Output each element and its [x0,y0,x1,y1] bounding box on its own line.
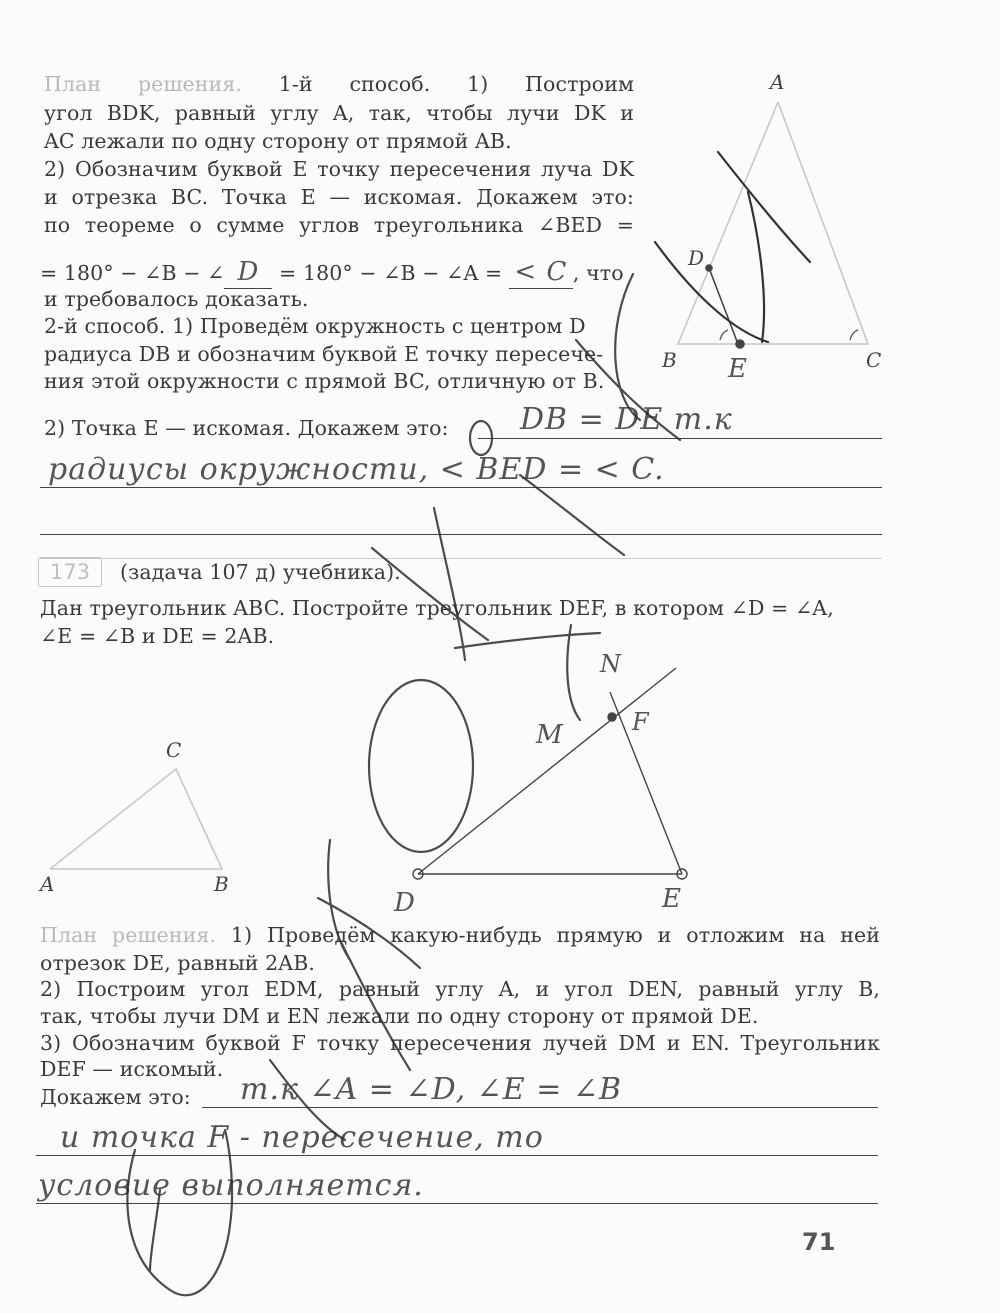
text-line: так, чтобы лучи DM и EN лежали по одну сторону от прямой DE. [40,1004,759,1028]
proof-prompt: 2) Точка E — искомая. Докажем это: [44,416,449,440]
text-line: 2-й способ. 1) Проведём окружность с центром D [44,314,586,338]
proof-prompt: Докажем это: [40,1085,191,1109]
text-line: угол BDK, равный углу A, так, чтобы лучи DK и [44,101,634,125]
vertex-label-b: B [662,348,677,372]
text-line: AC лежали по одну сторону от прямой AB. [44,129,512,153]
handwritten-answer: т.к ∠A = ∠D, ∠E = ∠B [240,1072,623,1107]
text-line: DEF — искомый. [40,1057,224,1081]
formula-part: = 180° − ∠B − ∠ [40,261,225,285]
text-line: 2) Обозначим буквой E точку пересечения луча DK [44,157,634,181]
vertex-label-f: F [632,708,650,736]
task-statement: ∠E = ∠B и DE = 2AB. [40,624,275,648]
ray-label-n: N [600,650,622,678]
text-line: отрезок DE, равный 2AB. [40,951,315,975]
ray-label-m: M [536,720,564,750]
vertex-label-e: E [662,884,682,914]
handwritten-blank-1: D [237,257,260,287]
text-line: 2) Построим угол EDM, равный углу A, и угол DEN, равный углу B, [40,977,880,1001]
formula-part: = 180° − ∠B − ∠A = [279,261,503,285]
vertex-label-e: E [728,354,748,384]
text-line: и требовалось доказать. [44,287,309,311]
formula-part: , что [572,261,624,285]
text-line: радиуса DB и обозначим буквой E точку пересече- [44,342,604,366]
handwritten-answer: и точка F - пересечение, то [60,1120,544,1155]
vertex-label-c: C [866,348,882,372]
task-statement: Дан треугольник ABC. Постройте треугольник DEF, в котором ∠D = ∠A, [40,596,834,620]
vertex-label-b: B [214,872,229,896]
pencil-overlay-scribble [127,274,680,1295]
angle-marks-172 [720,330,858,340]
task-number-badge: 173 [38,557,102,587]
pencil-scribble [655,152,810,342]
vertex-label-d: D [688,246,705,270]
plan-label: План решения. [44,72,242,96]
plan-text: 1) Проведём какую-нибудь прямую и отложим на ней [230,923,881,947]
page-number: 71 [802,1228,836,1256]
text-line: по теореме о сумме углов треугольника ∠BED = [44,213,634,237]
vertex-label-a: A [770,70,785,94]
handwritten-answer: условие выполняется. [38,1168,424,1203]
handwritten-answer: радиусы окружности, < BED = < C. [48,452,665,487]
task-source: (задача 107 д) учебника). [120,560,401,584]
handwritten-blank-2: < C [514,257,568,287]
triangle-abc-173 [50,769,222,869]
text-line: и отрезка BC. Точка E — искомая. Докажем это: [44,185,634,209]
method1-heading: 1-й способ. 1) Построим [278,72,634,96]
handwritten-answer: DB = DE т.к [520,402,733,437]
text-line: 3) Обозначим буквой F точку пересечения лучей DM и EN. Треугольник [40,1031,880,1055]
text-line: ния этой окружности с прямой BC, отличную от B. [44,369,605,393]
vertex-label-d: D [394,888,416,918]
triangle-abc-172 [678,102,868,344]
vertex-label-a: A [40,872,55,896]
plan-label: План решения. [40,923,217,947]
vertex-label-c: C [166,738,182,762]
